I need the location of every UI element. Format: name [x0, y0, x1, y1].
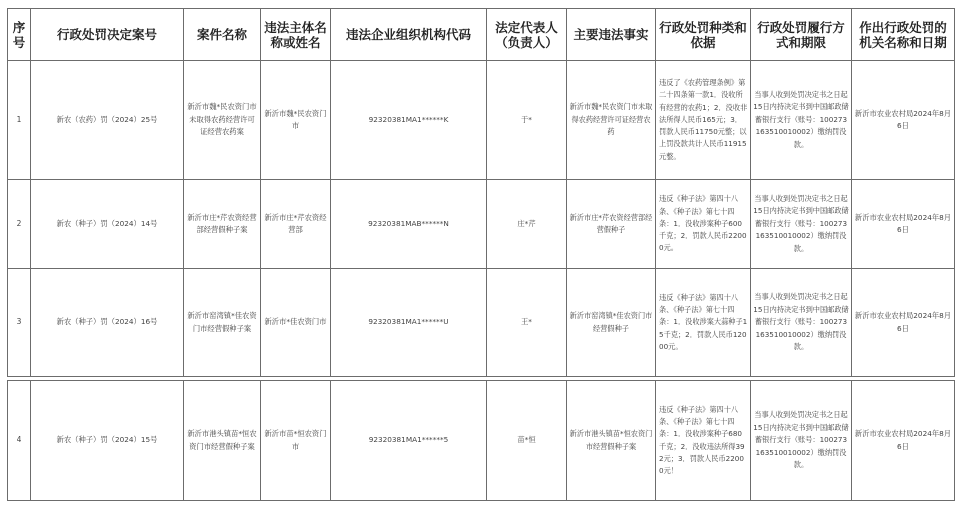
cell-authority: 新沂市农业农村局2024年8月6日	[852, 61, 955, 180]
cell-penalty: 违反《种子法》第四十八条、《种子法》第七十四条：1．没收涉案种子680千克；2．没收违法所得392元；3．罚款人民币22000元！	[656, 381, 751, 501]
cell-case-name: 新沂市港头镇苗*恒农资门市经营假种子案	[184, 381, 261, 501]
cell-execution: 当事人收到处罚决定书之日起15日内持决定书到中国邮政储蓄银行支行（账号：100273163510010002）缴纳罚没款。	[751, 61, 852, 180]
table-row	[8, 61, 955, 180]
cell-org-code: 92320381MA1******U	[331, 269, 487, 377]
header-entity: 违法主体名称或姓名	[261, 9, 331, 61]
cell-execution: 当事人收到处罚决定书之日起15日内持决定书到中国邮政储蓄银行支行（账号：100273163510010002）缴纳罚没款。	[751, 269, 852, 377]
cell-penalty: 违反《种子法》第四十八条、《种子法》第七十四条：1．没收涉案大蒜种子15千克；2．罚款人民币12000元。	[656, 269, 751, 377]
cell-case-no: 新农（种子）罚（2024）16号	[31, 269, 184, 377]
cell-legal-rep: 苗*恒	[487, 381, 567, 501]
cell-facts: 新沂市港头镇苗*恒农资门市经营假种子案	[567, 381, 656, 501]
table-row	[8, 381, 955, 501]
cell-case-no: 新农（种子）罚（2024）15号	[31, 381, 184, 501]
cell-index: 2	[8, 180, 31, 269]
cell-case-name: 新沂市魏*民农资门市未取得农药经营许可证经营农药案	[184, 61, 261, 180]
cell-execution: 当事人收到处罚决定书之日起15日内持决定书到中国邮政储蓄银行支行（账号：100273163510010002）缴纳罚没款。	[751, 381, 852, 501]
cell-case-no: 新农（种子）罚（2024）14号	[31, 180, 184, 269]
cell-authority: 新沂市农业农村局2024年8月6日	[852, 269, 955, 377]
cell-index: 3	[8, 269, 31, 377]
header-org-code: 违法企业组织机构代码	[331, 9, 487, 61]
cell-penalty: 违反了《农药管理条例》第二十四条第一款1．没收所有经营的农药1；2．没收非法所得人民币165元；3．罚款人民币11750元整；以上罚没款共计人民币11915元整。	[656, 61, 751, 180]
cell-case-name: 新沂市庄*芹农资经营部经营假种子案	[184, 180, 261, 269]
cell-legal-rep: 于*	[487, 61, 567, 180]
table-row	[8, 180, 955, 269]
cell-org-code: 92320381MA1******K	[331, 61, 487, 180]
header-index: 序号	[8, 9, 31, 61]
header-execution: 行政处罚履行方式和期限	[751, 9, 852, 61]
cell-entity: 新沂市魏*民农资门市	[261, 61, 331, 180]
header-case-no: 行政处罚决定案号	[31, 9, 184, 61]
header-penalty: 行政处罚种类和依据	[656, 9, 751, 61]
cell-legal-rep: 王*	[487, 269, 567, 377]
penalty-table	[7, 8, 955, 501]
cell-facts: 新沂市庄*芹农资经营部经营假种子	[567, 180, 656, 269]
cell-index: 1	[8, 61, 31, 180]
cell-execution: 当事人收到处罚决定书之日起15日内持决定书到中国邮政储蓄银行支行（账号：100273163510010002）缴纳罚没款。	[751, 180, 852, 269]
cell-entity: 新沂市庄*芹农资经营部	[261, 180, 331, 269]
cell-penalty: 违反《种子法》第四十八条、《种子法》第七十四条：1．没收涉案种子600千克；2．罚款人民币22000元。	[656, 180, 751, 269]
cell-entity: 新沂市*佳农资门市	[261, 269, 331, 377]
cell-org-code: 92320381MA1******5	[331, 381, 487, 501]
cell-authority: 新沂市农业农村局2024年8月6日	[852, 180, 955, 269]
cell-index: 4	[8, 381, 31, 501]
cell-authority: 新沂市农业农村局2024年8月6日	[852, 381, 955, 501]
cell-case-no: 新农（农药）罚（2024）25号	[31, 61, 184, 180]
cell-entity: 新沂市苗*恒农资门市	[261, 381, 331, 501]
header-authority: 作出行政处罚的机关名称和日期	[852, 9, 955, 61]
cell-legal-rep: 庄*芹	[487, 180, 567, 269]
header-case-name: 案件名称	[184, 9, 261, 61]
table-row	[8, 269, 955, 377]
header-legal-rep: 法定代表人（负责人）	[487, 9, 567, 61]
cell-case-name: 新沂市窑湾镇*佳农资门市经营假种子案	[184, 269, 261, 377]
cell-org-code: 92320381MAB******N	[331, 180, 487, 269]
header-facts: 主要违法事实	[567, 9, 656, 61]
cell-facts: 新沂市魏*民农资门市未取得农药经营许可证经营农药	[567, 61, 656, 180]
cell-facts: 新沂市窑湾镇*佳农资门市经营假种子	[567, 269, 656, 377]
header-row	[8, 9, 955, 61]
